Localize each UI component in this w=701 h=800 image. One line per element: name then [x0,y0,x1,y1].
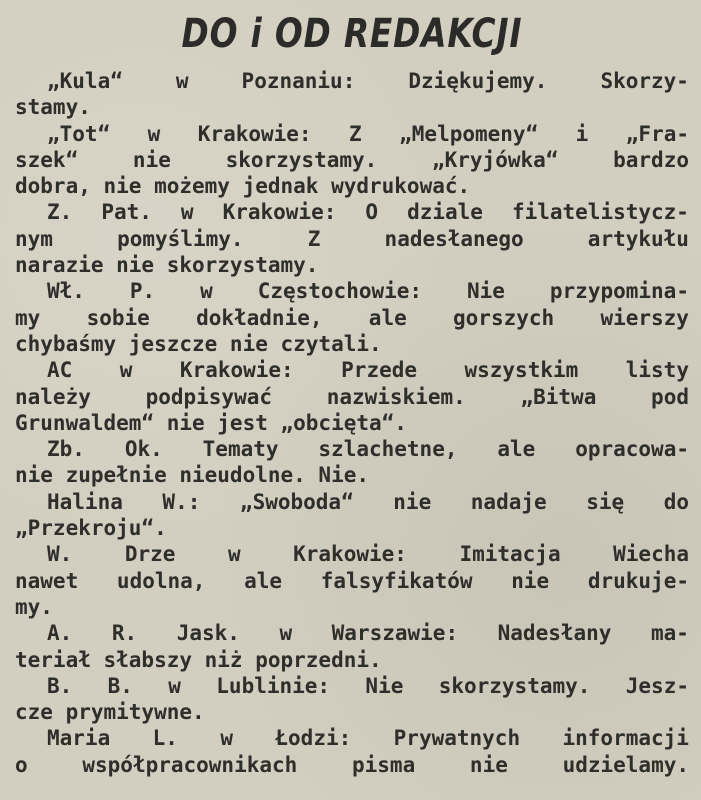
text-line: Halina W.: „Swoboda“ nie nadaje się do [47,489,689,514]
text-line: AC w Krakowie: Przede wszystkim listy [47,358,689,383]
text-line: szek“ nie skorzystamy. „Kryjówka“ bardzo [15,147,689,172]
text-line: stamy. [15,95,91,120]
text-line: Wł. P. w Częstochowie: Nie przypomina- [47,279,689,304]
text-line: Maria L. w Łodzi: Prywatnych informacji [47,726,689,751]
text-line: należy podpisywać nazwiskiem. „Bitwa pod [15,384,689,409]
text-line: narazie nie skorzystamy. [15,253,319,278]
text-line: nawet udolna, ale falsyfikatów nie drukuje- [15,568,689,593]
text-line: Zb. Ok. Tematy szlachetne, ale opracowa- [47,437,689,462]
text-line: nie zupełnie nieudolne. Nie. [15,463,370,488]
text-line: „Tot“ w Krakowie: Z „Melpomeny“ i „Fra- [47,121,689,146]
column-heading: DO i OD REDAKCJI [181,11,523,57]
text-line: Grunwaldem“ nie jest „obcięta“. [15,410,407,435]
text-line: my. [15,594,53,619]
text-line: dobra, nie możemy jednak wydrukować. [15,174,471,199]
text-line: my sobie dokładnie, ale gorszych wierszy [15,305,689,330]
text-line: Z. Pat. w Krakowie: O dziale filatelistycz- [47,200,689,225]
text-line: W. Drze w Krakowie: Imitacja Wiecha [47,542,689,567]
text-line: o współpracownikach pisma nie udzielamy. [15,752,689,777]
text-line: chybaśmy jeszcze nie czytali. [15,331,382,356]
text-line: „Kula“ w Poznaniu: Dziękujemy. Skorzy- [47,69,689,93]
text-line: nym pomyślimy. Z nadesłanego artykułu [15,226,689,251]
text-line: B. B. w Lublinie: Nie skorzystamy. Jesz- [47,673,689,698]
column-body [15,68,689,778]
text-line: teriał słabszy niż poprzedni. [15,647,382,672]
text-line: A. R. Jask. w Warszawie: Nadesłany ma- [47,621,689,646]
text-line: cze prymitywne. [15,700,205,725]
text-line: „Przekroju“. [15,516,167,541]
